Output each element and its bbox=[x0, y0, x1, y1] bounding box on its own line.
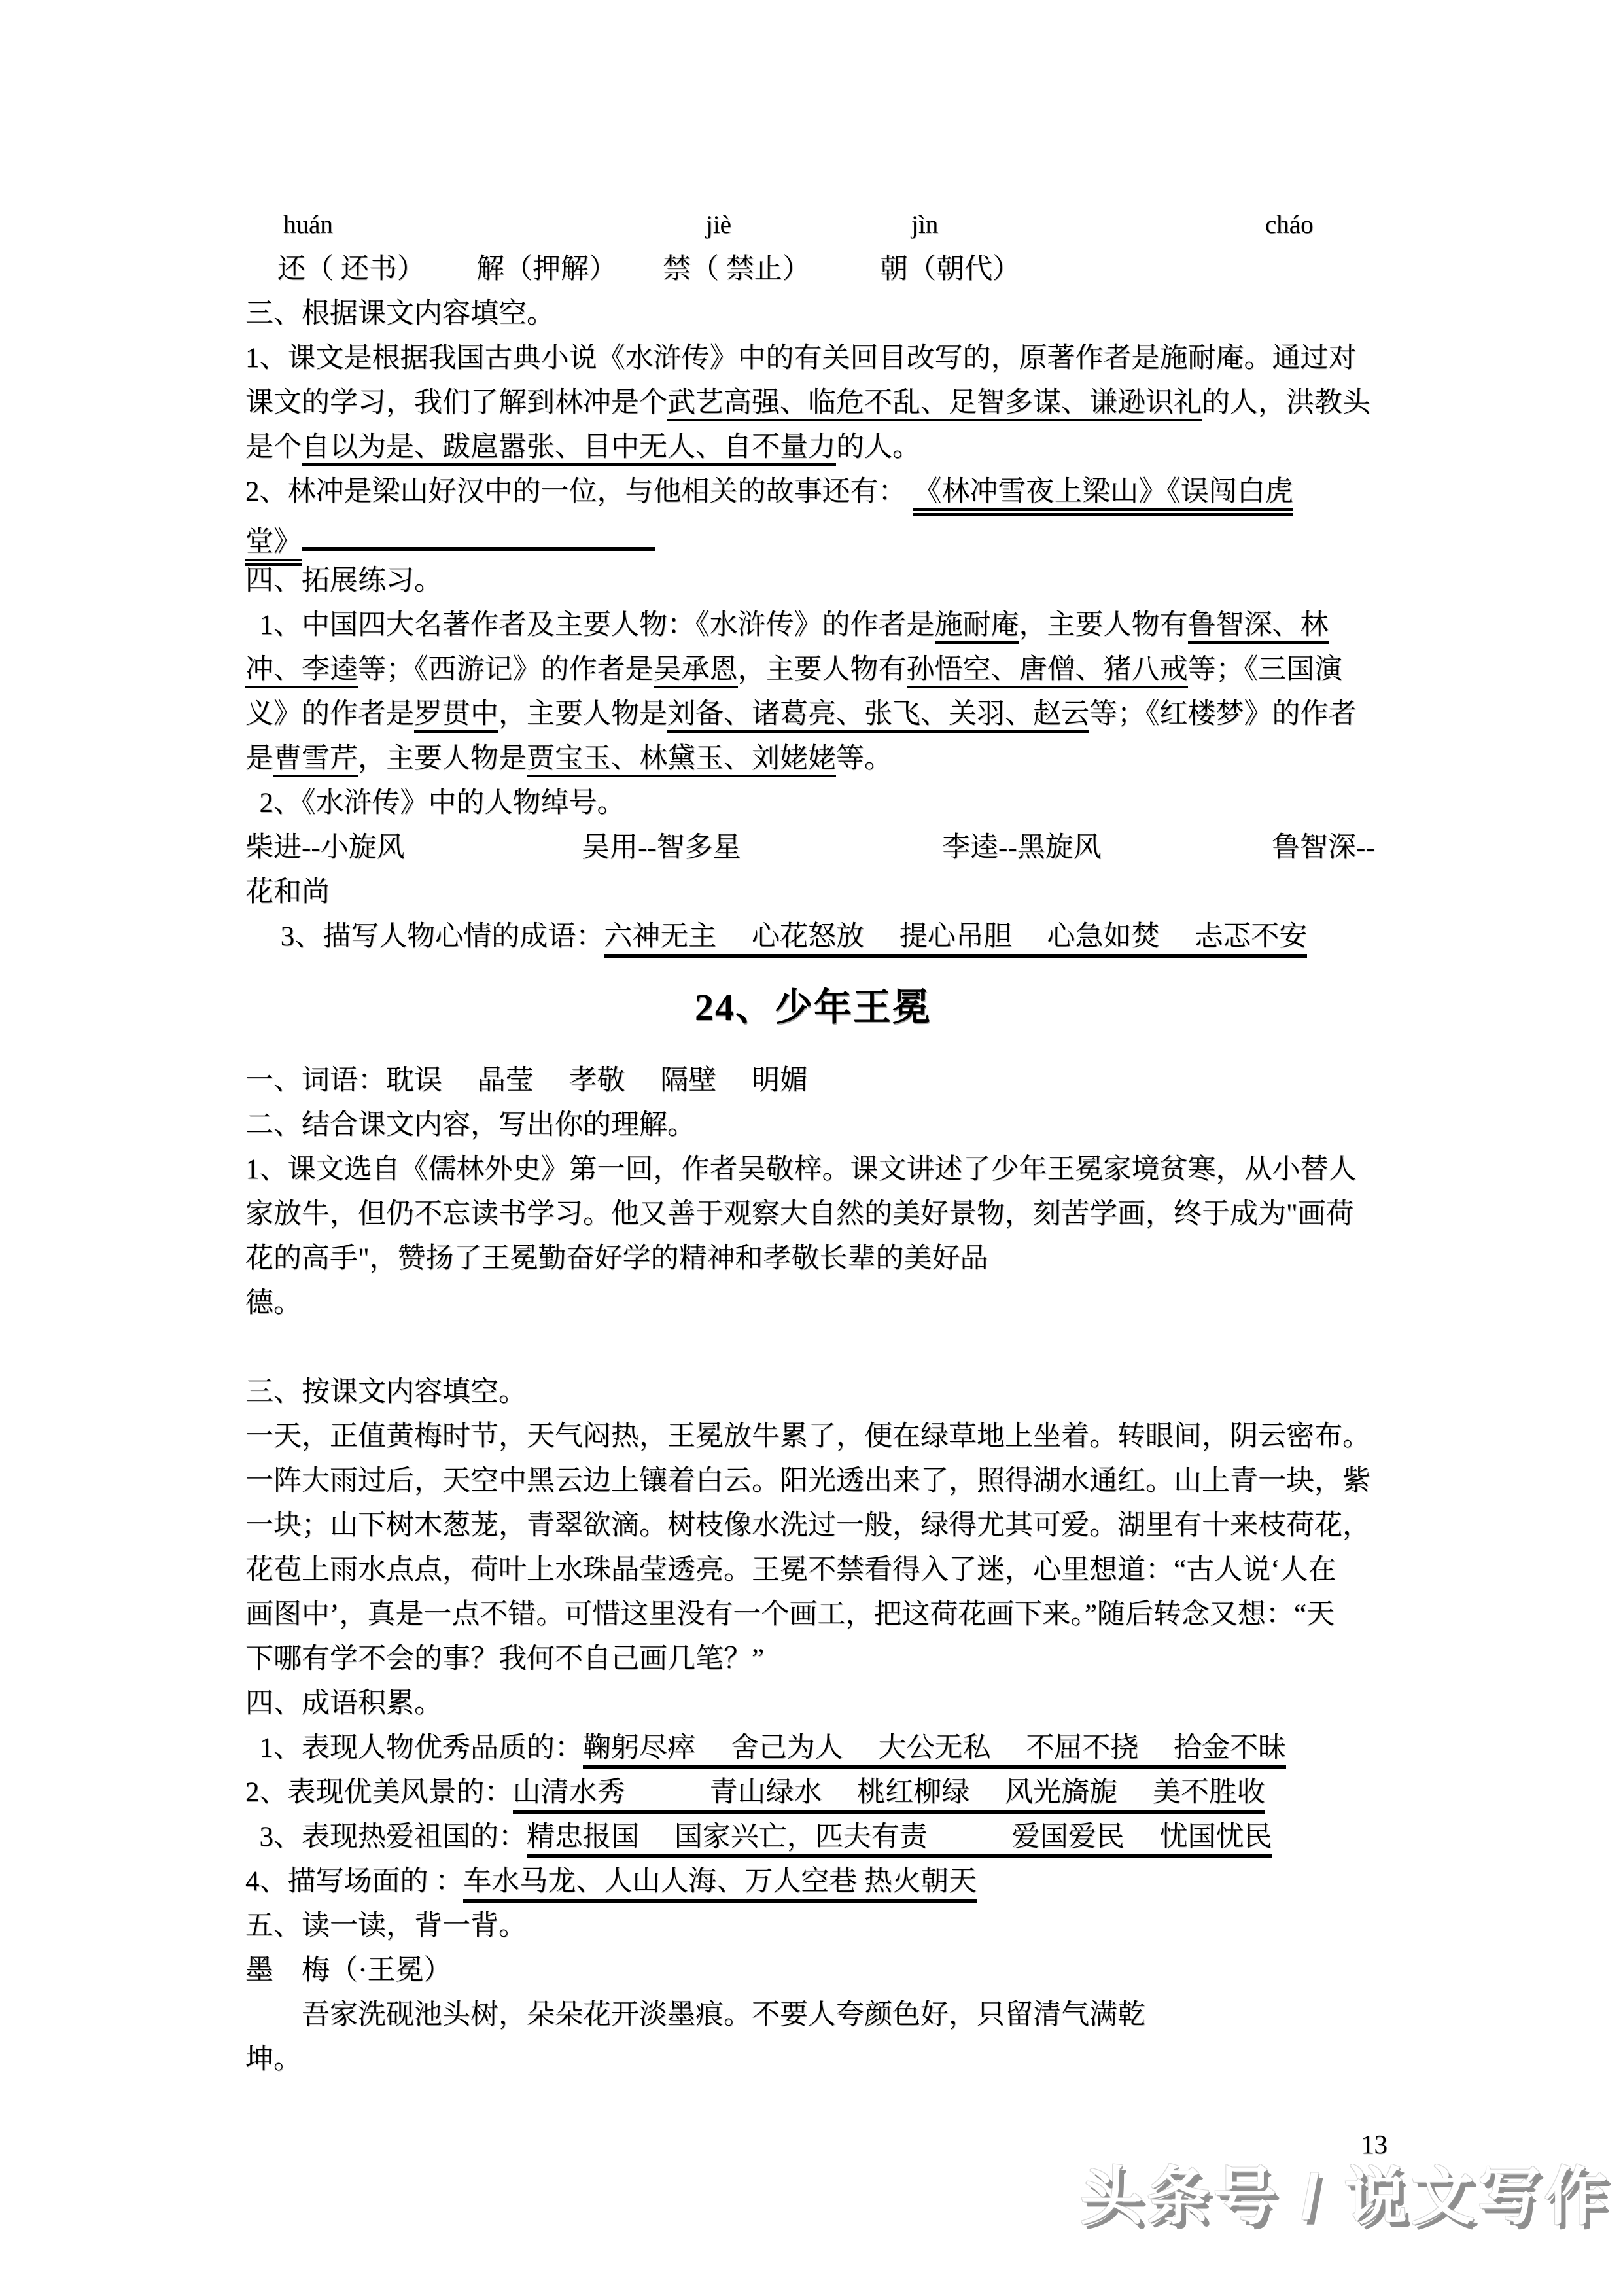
paragraph-line bbox=[245, 603, 1381, 648]
paragraph-line bbox=[245, 425, 1381, 470]
underlined-answer: 施耐庵 bbox=[935, 610, 1019, 644]
tab-item: 吴用--智多星 bbox=[582, 832, 741, 863]
text-run: 2、林冲是梁山好汉中的一位，与他相关的故事还有： bbox=[245, 476, 914, 507]
text-run: 1、中国四大名著作者及主要人物：《水浒传》的作者是 bbox=[245, 610, 935, 641]
underlined-answer: 孙悟空、唐僧、猪八戒 bbox=[907, 654, 1188, 688]
paragraph-line bbox=[245, 1192, 1381, 1237]
paragraph-line bbox=[245, 1459, 1381, 1504]
homograph-row bbox=[245, 247, 1381, 292]
text-run: 等；《西游记》的作者是 bbox=[358, 654, 654, 685]
nickname-row bbox=[245, 826, 1381, 870]
text-run: 1、课文是根据我国古典小说《水浒传》中的有关回目改写的，原著作者是施耐庵。通过对 bbox=[245, 343, 1357, 374]
text-run: 等；《三国演 bbox=[1187, 654, 1342, 685]
underlined-answer: 鞠躬尽瘁 舍己为人 大公无私 不屈不挠 拾金不昧 bbox=[583, 1733, 1286, 1769]
text-run: 3、表现热爱祖国的： bbox=[245, 1822, 527, 1852]
text-run: 花和尚 bbox=[245, 877, 330, 908]
pinyin-row bbox=[245, 203, 1381, 247]
paragraph-line bbox=[245, 692, 1381, 737]
document-body bbox=[245, 203, 1381, 2082]
paragraph-line bbox=[245, 737, 1381, 781]
answer-blank bbox=[302, 514, 655, 551]
paragraph-line bbox=[245, 1237, 1381, 1281]
text-run: 一阵大雨过后，天空中黑云边上镶着白云。阳光透出来了，照得湖水通红。山上青一块，紫 bbox=[245, 1466, 1370, 1496]
section-heading bbox=[245, 1682, 1381, 1726]
text-run: ，主要人物有 bbox=[737, 654, 907, 685]
text-run: ，主要人物是 bbox=[498, 699, 667, 730]
chapter-title bbox=[245, 983, 1381, 1033]
underlined-answer: 罗贯中 bbox=[414, 699, 498, 733]
underlined-answer: 车水马龙、人山人海、万人空巷 热火朝天 bbox=[463, 1866, 977, 1903]
text-run: 一块；山下树木葱茏，青翠欲滴。树枝像水洗过一般，绿得尤其可爱。湖里有十来枝荷花， bbox=[245, 1510, 1370, 1541]
paragraph-line bbox=[245, 336, 1381, 381]
text-run: 课文的学习，我们了解到林冲是个 bbox=[245, 387, 667, 418]
text-run: 一天，正值黄梅时节，天气闷热，王冕放牛累了，便在绿草地上坐着。转眼间，阴云密布。 bbox=[245, 1421, 1370, 1452]
nickname-row bbox=[245, 870, 1381, 915]
paragraph-line bbox=[245, 1504, 1381, 1548]
paragraph-line bbox=[245, 781, 1381, 826]
text-run: 的人。 bbox=[836, 432, 920, 463]
underlined-answer: 堂》 bbox=[245, 527, 302, 566]
section-heading bbox=[245, 1370, 1381, 1415]
underlined-answer: 贾宝玉、林黛玉、刘姥姥 bbox=[527, 743, 836, 777]
text-run: 四、成语积累。 bbox=[245, 1688, 442, 1719]
text-run: 二、结合课文内容，写出你的理解。 bbox=[245, 1110, 695, 1140]
text-run: 是个 bbox=[245, 432, 302, 463]
paragraph-line bbox=[245, 1148, 1381, 1192]
underlined-answer: 自以为是、跋扈嚣张、目中无人、自不量力 bbox=[302, 432, 836, 466]
text-run: 等；《红楼梦》的作者 bbox=[1089, 699, 1357, 730]
paragraph-line bbox=[245, 915, 1381, 959]
text-run: 墨 梅（·王冕） bbox=[245, 1955, 452, 1986]
text-run: 3、描写人物心情的成语： bbox=[245, 921, 604, 952]
text-run: 花的高手"，赞扬了王冕勤奋好学的精神和孝敬长辈的美好品 bbox=[245, 1243, 988, 1274]
paragraph-line bbox=[245, 381, 1381, 425]
text-run: 义》的作者是 bbox=[245, 699, 414, 730]
underlined-answer: 曹雪芹 bbox=[273, 743, 358, 777]
tab-item: 还（ 还书） bbox=[277, 254, 425, 285]
text-run: 三、按课文内容填空。 bbox=[245, 1377, 527, 1407]
text-run: 1、表现人物优秀品质的： bbox=[245, 1733, 583, 1763]
paragraph-line bbox=[245, 1815, 1381, 1860]
tab-item: 朝（朝代） bbox=[880, 254, 1021, 285]
paragraph-line bbox=[245, 470, 1381, 514]
underlined-answer: 鲁智深、林 bbox=[1188, 610, 1329, 644]
text-run: 的人，洪教头 bbox=[1202, 387, 1370, 418]
text-run: ，主要人物是 bbox=[358, 743, 527, 774]
tab-item: jiè bbox=[706, 211, 731, 239]
text-run: 画图中’，真是一点不错。可惜这里没有一个画工，把这荷花画下来。”随后转念又想：“天 bbox=[245, 1599, 1335, 1630]
text-run: 花苞上雨水点点，荷叶上水珠晶莹透亮。王冕不禁看得入了迷，心里想道：“古人说‘人在 bbox=[245, 1555, 1336, 1585]
text-run: 四、拓展练习。 bbox=[245, 565, 442, 596]
blank-line bbox=[245, 1326, 1381, 1370]
underlined-answer: 刘备、诸葛亮、张飞、关羽、赵云 bbox=[667, 699, 1089, 733]
page-number: 13 bbox=[1361, 2129, 1387, 2159]
tab-item: 解（押解） bbox=[476, 254, 617, 285]
paragraph-line bbox=[245, 1637, 1381, 1682]
text-run: 家放牛，但仍不忘读书学习。他又善于观察大自然的美好景物，刻苦学画，终于成为"画荷 bbox=[245, 1199, 1354, 1229]
word-list-line bbox=[245, 1059, 1381, 1103]
poem-line bbox=[245, 2038, 1381, 2082]
section-heading bbox=[245, 559, 1381, 603]
text-run: 五、读一读，背一背。 bbox=[245, 1911, 527, 1941]
tab-item: 鲁智深-- bbox=[1272, 832, 1375, 863]
text-run: 下哪有学不会的事？我何不自己画几笔？” bbox=[245, 1644, 765, 1674]
text-run: 2、《水浒传》中的人物绰号。 bbox=[245, 788, 625, 819]
text-run: 1、课文选自《儒林外史》第一回，作者吴敬梓。课文讲述了少年王冕家境贫寒，从小替人 bbox=[245, 1154, 1357, 1185]
text-run: 三、根据课文内容填空。 bbox=[245, 298, 555, 329]
underlined-answer: 精忠报国 国家兴亡，匹夫有责 爱国爱民 忧国忧民 bbox=[527, 1822, 1272, 1858]
text-run: 一、词语：耽误 晶莹 孝敬 隔壁 明媚 bbox=[245, 1065, 808, 1096]
tab-item: cháo bbox=[1265, 211, 1314, 239]
paragraph-line bbox=[245, 1726, 1381, 1771]
paragraph-line bbox=[245, 1281, 1381, 1326]
toutiao-watermark: 头条号 / 说文写作 bbox=[1079, 2162, 1611, 2232]
underlined-answer: 六神无主 心花怒放 提心吊胆 心急如焚 忐忑不安 bbox=[604, 921, 1307, 958]
poem-line bbox=[245, 1993, 1381, 2038]
tab-item: huán bbox=[283, 211, 333, 239]
text-run: 2、表现优美风景的： bbox=[245, 1777, 513, 1808]
paragraph-line bbox=[245, 648, 1381, 692]
tab-item: 禁（ 禁止） bbox=[663, 254, 811, 285]
text-run: 4、描写场面的 ： bbox=[245, 1866, 464, 1897]
section-heading bbox=[245, 1904, 1381, 1949]
text-run: 坤。 bbox=[245, 2044, 302, 2075]
underlined-answer: 山清水秀 青山绿水 桃红柳绿 风光旖旎 美不胜收 bbox=[513, 1777, 1265, 1814]
underlined-answer: 冲、李逵 bbox=[245, 654, 358, 688]
underlined-answer: 《林冲雪夜上梁山》《误闯白虎 bbox=[913, 476, 1293, 516]
paragraph-line bbox=[245, 1548, 1381, 1593]
paragraph-line bbox=[245, 1860, 1381, 1904]
poem-title bbox=[245, 1949, 1381, 1993]
section-heading bbox=[245, 292, 1381, 336]
text-run: 吾家洗砚池头树，朵朵花开淡墨痕。不要人夸颜色好，只留清气满乾 bbox=[245, 2000, 1145, 2030]
paragraph-line bbox=[245, 1771, 1381, 1815]
text-run: 等。 bbox=[836, 743, 892, 774]
underlined-answer: 武艺高强、临危不乱、足智多谋、谦逊识礼 bbox=[667, 387, 1202, 421]
tab-item: 李逵--黑旋风 bbox=[942, 832, 1102, 863]
text-run: 德。 bbox=[245, 1288, 302, 1318]
paragraph-line bbox=[245, 1415, 1381, 1459]
paragraph-line bbox=[245, 1593, 1381, 1637]
tab-item: jìn bbox=[911, 211, 939, 239]
text-run: 24、少年王冕 bbox=[694, 986, 932, 1029]
text-run: 是 bbox=[245, 743, 273, 774]
underlined-answer: 吴承恩 bbox=[654, 654, 738, 688]
answer-blank-line bbox=[245, 514, 1381, 559]
tab-item: 柴进--小旋风 bbox=[245, 832, 405, 863]
section-heading bbox=[245, 1103, 1381, 1148]
text-run: ，主要人物有 bbox=[1019, 610, 1188, 641]
